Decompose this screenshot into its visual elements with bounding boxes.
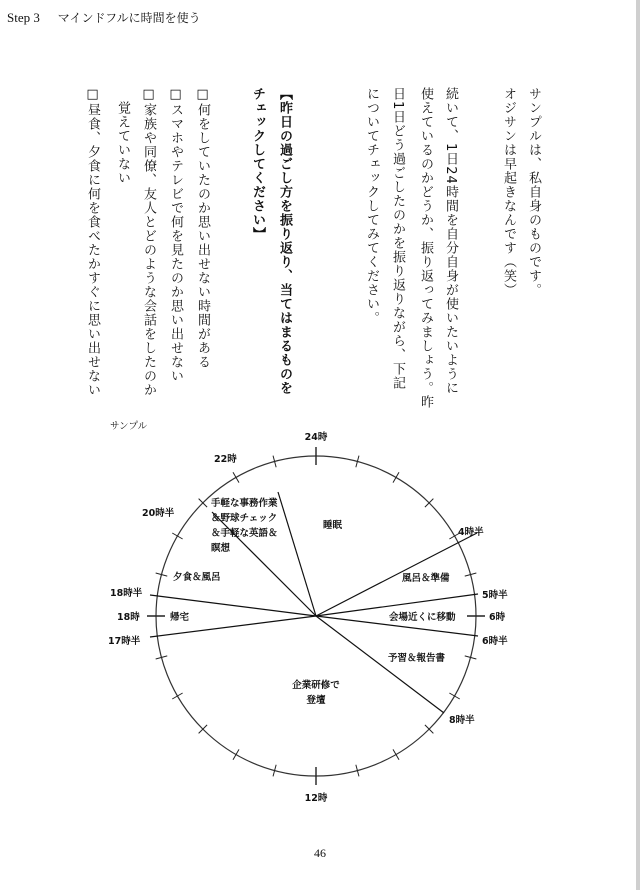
activity-bath-prep: 風呂＆準備 xyxy=(402,573,450,584)
activity-commute: 会場近くに移動 xyxy=(389,612,456,623)
paragraph-line-1: 続いて、1日24時間を自分自身が使いたいように xyxy=(443,87,458,395)
activity-sleep: 睡眠 xyxy=(323,520,343,531)
line-8h30 xyxy=(316,616,444,713)
checklist-heading-line-2: チェックしてください】 xyxy=(250,87,265,241)
clock-tick xyxy=(233,749,239,759)
activity-prep-report: 予習＆報告書 xyxy=(388,653,446,664)
checklist-heading-line-1: 【昨日の過ごし方を振り返り、当てはまるものを xyxy=(277,87,292,395)
label-6h: 6時 xyxy=(489,612,506,623)
line-4h30 xyxy=(316,533,477,616)
running-header xyxy=(7,9,201,26)
checklist-item: □スマホやテレビで何を見たのか思い出せない xyxy=(168,87,183,383)
checklist-item-continued: 覚えていない xyxy=(115,87,130,185)
clock-tick xyxy=(172,533,182,539)
chapter-title: マインドフルに時間を使う xyxy=(57,11,201,25)
activity-tasks-line-1: 手軽な事務作業 xyxy=(211,498,278,509)
label-18h: 18時 xyxy=(117,612,140,623)
label-4h30: 4時半 xyxy=(458,527,484,538)
clock-tick xyxy=(233,472,239,482)
label-8h30: 8時半 xyxy=(449,715,475,726)
label-17h30: 17時半 xyxy=(108,636,141,647)
intro-line-1: サンプルは、私自身のものです。 xyxy=(526,87,541,297)
label-6h30: 6時半 xyxy=(482,636,508,647)
label-20h30: 20時半 xyxy=(142,508,175,519)
label-18h30: 18時半 xyxy=(110,588,143,599)
paragraph-line-2: 使えているのかどうか、振り返ってみましょう。昨 xyxy=(418,87,433,409)
page-number: 46 xyxy=(314,846,326,860)
activity-tasks-line-4: 瞑想 xyxy=(211,543,231,554)
step-label: Step 3 xyxy=(7,10,40,25)
clock-tick xyxy=(393,472,399,482)
activity-dinner-bath: 夕食＆風呂 xyxy=(173,572,221,583)
checklist-item: □何をしていたのか思い出せない時間がある xyxy=(195,87,210,369)
clock-tick xyxy=(449,693,459,699)
activity-tasks-line-2: ＆野球チェック xyxy=(211,513,278,524)
clock-tick xyxy=(393,749,399,759)
label-24h: 24時 xyxy=(304,432,328,443)
activity-training-line-1: 企業研修で xyxy=(292,680,340,691)
paragraph-line-3: 日1日どう過ごしたのかを振り返りながら、下記 xyxy=(390,87,405,391)
intro-line-2: オジサンは早起きなんです（笑） xyxy=(501,87,516,297)
paragraph-line-4: についてチェックしてみてください。 xyxy=(364,87,379,325)
checklist-item: □家族や同僚、友人とどのような会話をしたのか xyxy=(141,87,156,397)
diagram-caption: サンプル xyxy=(110,421,148,432)
activity-training-line-2: 登壇 xyxy=(306,695,326,706)
day-clock-diagram xyxy=(0,410,640,830)
checklist-item: □昼食、夕食に何を食べたかすぐに思い出せない xyxy=(85,87,100,397)
activity-home: 帰宅 xyxy=(170,612,190,623)
label-22h: 22時 xyxy=(214,454,237,465)
activity-tasks-line-3: ＆手軽な英語＆ xyxy=(211,528,278,539)
label-12h: 12時 xyxy=(304,793,328,804)
clock-tick xyxy=(172,693,182,699)
label-5h30: 5時半 xyxy=(482,590,508,601)
